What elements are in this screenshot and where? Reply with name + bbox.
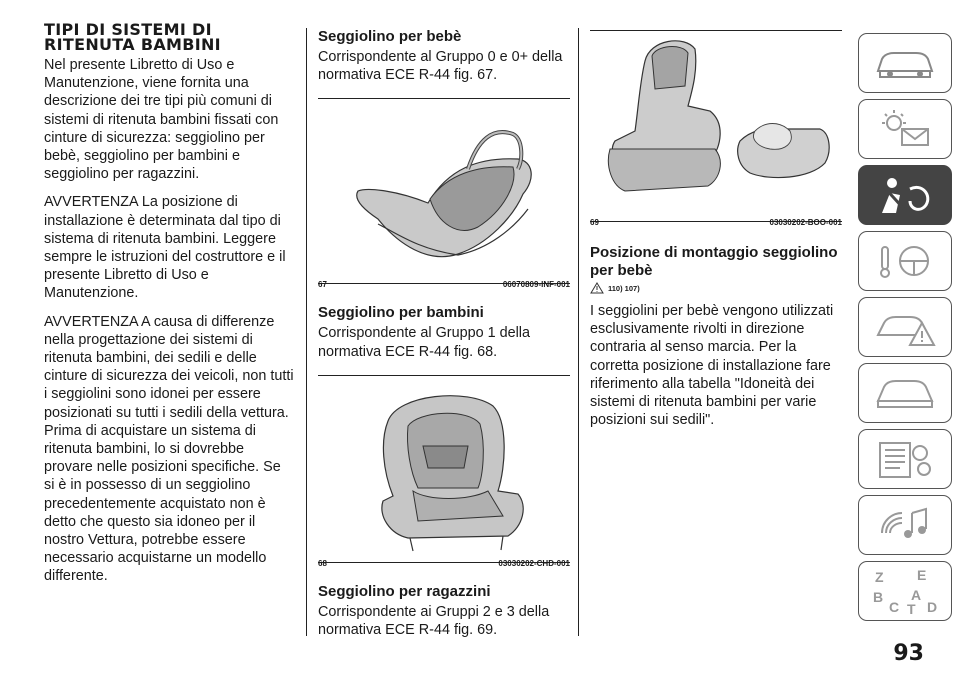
maintenance-icon[interactable] [858, 363, 952, 423]
section-title-infant-seat-position: Posizione di montaggio seggiolino per bebè [590, 244, 838, 279]
figure-69: 69 03030202-BOO-001 [590, 30, 842, 222]
starting-driving-icon[interactable] [858, 231, 952, 291]
booster-seats-illustration [590, 31, 842, 221]
infant-carrier-illustration [318, 99, 570, 283]
emergency-icon[interactable] [858, 297, 952, 357]
column-2 [318, 0, 570, 649]
car-info-icon[interactable] [858, 33, 952, 93]
section-title-infant-seat: Seggiolino per bebè [318, 28, 462, 45]
warning-paragraph-2: AVVERTENZA A causa di differenze nella progettazione dei sistemi di ritenuta bambini, dei sedili e delle cinture di sicurezza dei veicoli, non tutti i seggiolini sono idonei per essere posizionati su tutti i sedili della vettura. Prima di acquistare un sistema di ritenuta bambini, lo si dovrebbe provare nelle posizioni specifiche. Se si è in possesso di un seggiolino precedentemente acquistato non è detto che questo sia idoneo per il nostro Vettura, potrebbe essere necessario acquistarne un modello differente. [44, 313, 294, 585]
technical-data-icon[interactable] [858, 429, 952, 489]
warning-triangle-icon [590, 282, 604, 294]
warning-lights-icon[interactable] [858, 99, 952, 159]
column-divider-1 [306, 28, 307, 636]
section-title-booster-seat: Seggiolino per ragazzini [318, 582, 491, 600]
index-letter-t: T [907, 601, 916, 616]
intro-paragraph: Nel presente Libretto di Uso e Manutenzione, viene fornita una descrizione dei tre tipi più comuni di sistemi di ritenuta bambini fissati con cinture di sicurezza: seggiolino per bebè, seggiolino per bambini e seggiolino per ragazzini. [44, 57, 279, 183]
index-letter-z: Z [875, 569, 884, 585]
figure-67: 67 06070809-INF-001 [318, 98, 570, 284]
index-letter-c: C [889, 599, 900, 615]
warning-references: 110) 107) [590, 282, 842, 294]
index-letter-d: D [927, 599, 938, 615]
figure-68: 68 03030202-CHD-001 [318, 375, 570, 563]
column-1 [44, 0, 294, 596]
section-text-child-seat: Corrispondente al Gruppo 1 della normativa ECE R-44 fig. 68. [318, 325, 530, 360]
index-letter-b: B [873, 589, 884, 605]
index-icon[interactable] [858, 561, 952, 621]
section-text-infant-seat: Corrispondente al Gruppo 0 e 0+ della normativa ECE R-44 fig. 67. [318, 49, 563, 84]
chapter-sidebar [858, 33, 954, 627]
warning-paragraph-1: AVVERTENZA La posizione di installazione è determinata dal tipo di sistema di ritenuta bambini. Leggere sempre le istruzioni del costruttore e il presente Libretto di Uso e Manutenzione. [44, 194, 286, 302]
child-seat-illustration [318, 376, 570, 562]
page-title: TIPI DI SISTEMI DI RITENUTA BAMBINI [44, 20, 221, 54]
column-divider-2 [578, 28, 579, 636]
index-letter-e: E [917, 567, 927, 583]
column-3 [590, 0, 842, 439]
index-letter-a: A [911, 587, 922, 603]
section-text-booster-seat: Corrispondente ai Gruppi 2 e 3 della normativa ECE R-44 fig. 69. [318, 603, 550, 639]
safety-airbag-icon[interactable] [858, 165, 952, 225]
section-text-infant-seat-position: I seggiolini per bebè vengono utilizzati esclusivamente rivolti in direzione contraria al senso marcia. Per la corretta posizione di installazione fare riferimento alla tabella "Idoneità dei sistemi di ritenuta bambini per varie posizioni sui sedili". [590, 303, 834, 429]
multimedia-icon[interactable] [858, 495, 952, 555]
page-number: 93 [893, 641, 924, 666]
section-title-child-seat: Seggiolino per bambini [318, 304, 484, 322]
